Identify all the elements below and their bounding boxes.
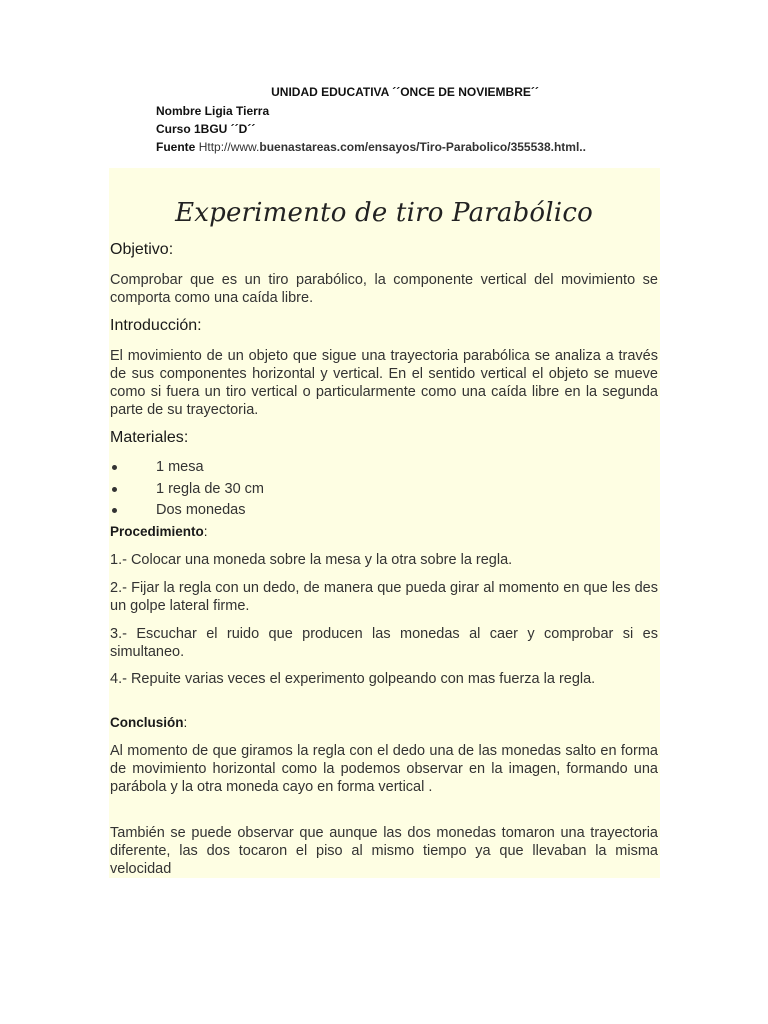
source-link-path: buenastareas.com/ensayos/Tiro-Parabolico/355538.html.. (259, 140, 586, 154)
source-label: Fuente (156, 140, 196, 154)
procedimiento-heading (110, 524, 208, 539)
procedimiento-step: 2.- Fijar la regla con un dedo, de manera que pueda girar al momento en que les des un golpe lateral firme. (110, 580, 658, 614)
bullet-icon (112, 508, 117, 513)
objetivo-heading-text: Objetivo (110, 241, 169, 258)
source-link[interactable] (199, 140, 586, 154)
document-title: Experimento de tiro Parabólico (175, 198, 593, 228)
school-name: UNIDAD EDUCATIVA ´´ONCE DE NOVIEMBRE´´ (271, 85, 539, 99)
conclusion-heading-text: Conclusión (110, 715, 184, 730)
introduccion-text: El movimiento de un objeto que sigue una trayectoria parabólica se analiza a través de sus componentes horizontal y vertical. En el sentido vertical el objeto se mueve como si fuera un tiro vertical o particularmente como una caída libre en la segunda parte de su trayectoria. (110, 348, 658, 418)
procedimiento-step: 3.- Escuchar el ruido que producen las monedas al caer y comprobar si es simultaneo. (110, 626, 658, 660)
materiales-heading (110, 429, 188, 447)
materiales-heading-text: Materiales (110, 429, 184, 446)
procedimiento-step: 4.- Repuite varias veces el experimento golpeando con mas fuerza la regla. (110, 671, 596, 687)
materiales-heading-colon: : (183, 429, 189, 446)
conclusion-paragraph: Al momento de que giramos la regla con el dedo una de las monedas salto en forma de movimiento horizontal como la podemos observar en la imagen, formando una parábola y la otra moneda cayo en forma vertical . (110, 743, 658, 795)
procedimiento-step: 1.- Colocar una moneda sobre la mesa y la otra sobre la regla. (110, 552, 513, 568)
material-item: 1 regla de 30 cm (156, 481, 265, 497)
course-line (156, 122, 255, 136)
introduccion-heading-colon: : (197, 317, 202, 334)
introduccion-heading (110, 317, 202, 335)
bullet-icon (112, 465, 117, 470)
conclusion-heading (110, 715, 187, 730)
bullet-icon (112, 487, 117, 492)
material-item: Dos monedas (156, 502, 246, 518)
source-link-prefix: Http://www. (198, 140, 260, 154)
objetivo-heading (110, 241, 173, 259)
source-line (156, 140, 586, 154)
student-name-text: Nombre Ligia Tierra (156, 104, 270, 118)
procedimiento-heading-colon: : (203, 524, 208, 539)
introduccion-heading-text: Introducción (110, 317, 198, 334)
course-text: Curso 1BGU ´´D´´ (156, 122, 256, 136)
conclusion-heading-colon: : (183, 715, 188, 730)
objetivo-text: Comprobar que es un tiro parabólico, la componente vertical del movimiento se comporta como una caída libre. (110, 272, 658, 306)
conclusion-paragraph: También se puede observar que aunque las dos monedas tomaron una trayectoria diferente, las dos tocaron el piso al mismo tiempo ya que llevaban la misma velocidad (110, 825, 658, 877)
student-name (156, 104, 269, 118)
procedimiento-heading-text: Procedimiento (110, 524, 204, 539)
objetivo-heading-colon: : (168, 241, 174, 258)
material-item: 1 mesa (156, 459, 204, 475)
